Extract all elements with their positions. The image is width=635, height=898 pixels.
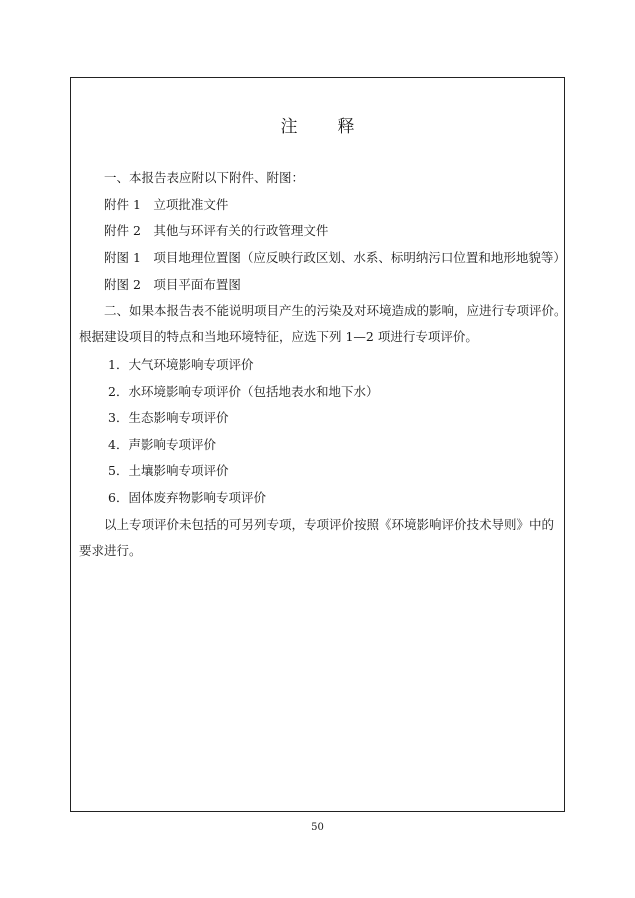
special-eval-3: 3．生态影响专项评价	[108, 410, 229, 425]
section-one-heading: 一、本报告表应附以下附件、附图：	[104, 170, 305, 185]
figure-2: 附图 2 项目平面布置图	[104, 277, 241, 292]
closing-line-2: 要求进行。	[79, 543, 142, 558]
section-two-line-1: 二、如果本报告表不能说明项目产生的污染及对环境造成的影响，应进行专项评价。	[104, 303, 567, 318]
special-eval-6: 6．固体废弃物影响专项评价	[108, 490, 266, 505]
figure-1: 附图 1 项目地理位置图（应反映行政区划、水系、标明纳污口位置和地形地貌等）	[104, 250, 566, 265]
page-number: 50	[311, 822, 324, 833]
closing-line-1: 以上专项评价未包括的可另列专项，专项评价按照《环境影响评价技术导则》中的	[104, 517, 555, 532]
special-eval-2: 2．水环境影响专项评价（包括地表水和地下水）	[108, 384, 379, 399]
page-title	[71, 112, 564, 137]
special-eval-5: 5．土壤影响专项评价	[108, 463, 229, 478]
document-frame	[70, 77, 565, 812]
special-eval-1: 1．大气环境影响专项评价	[108, 357, 254, 372]
title-char-1: 注	[280, 117, 298, 137]
special-eval-4: 4．声影响专项评价	[108, 437, 216, 452]
attachment-1: 附件 1 立项批准文件	[104, 197, 229, 212]
section-two-line-2: 根据建设项目的特点和当地环境特征，应选下列 1—2 项进行专项评价。	[79, 329, 478, 344]
attachment-2: 附件 2 其他与环评有关的行政管理文件	[104, 223, 329, 238]
title-char-2: 释	[337, 117, 355, 137]
